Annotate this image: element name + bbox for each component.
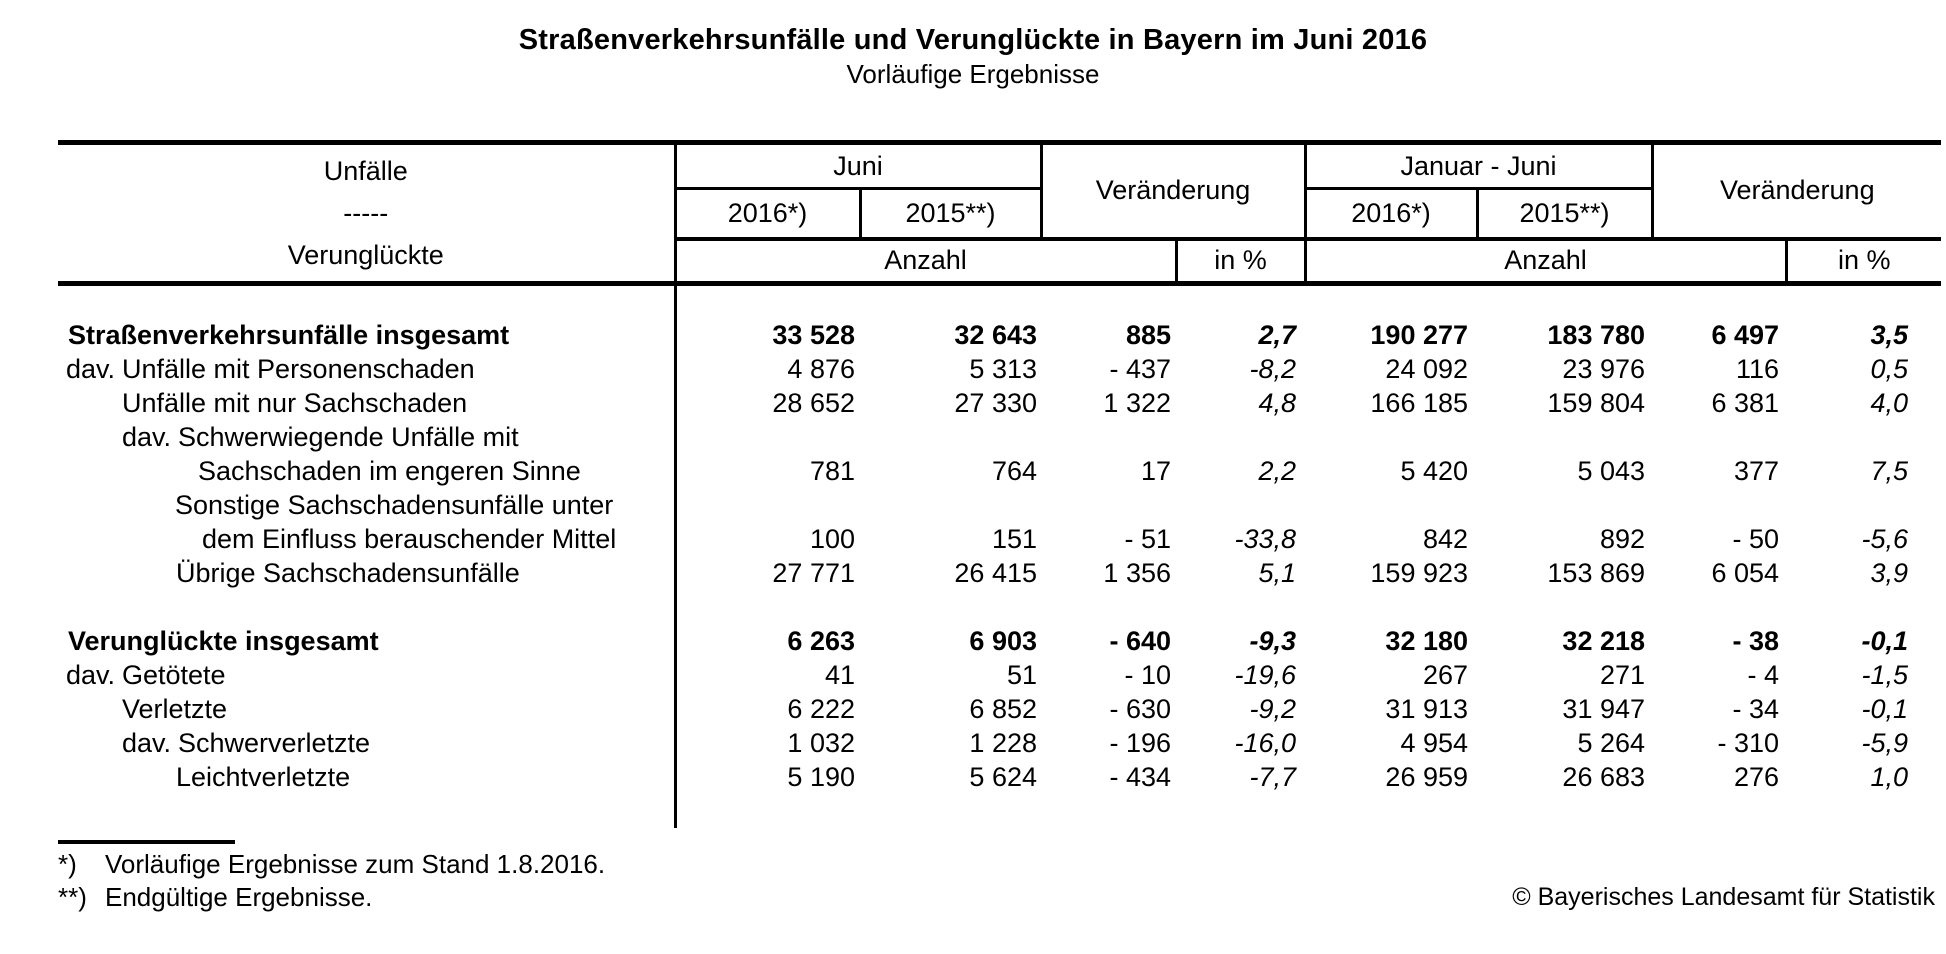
value-veraenderung-juni-prozent: -7,7 bbox=[1249, 761, 1297, 792]
value-juni-2016: 1 032 bbox=[787, 727, 855, 758]
value-januar-juni-2015: 183 780 bbox=[1547, 319, 1646, 350]
value-veraenderung-januar-juni-prozent: 3,9 bbox=[1870, 557, 1909, 588]
row-label-cell bbox=[58, 454, 675, 488]
value-veraenderung-januar-juni: 377 bbox=[1733, 455, 1780, 486]
value-veraenderung-januar-juni-prozent: -1,5 bbox=[1861, 659, 1909, 690]
spacer-cell bbox=[675, 794, 1941, 828]
value-veraenderung-januar-juni: - 50 bbox=[1732, 523, 1780, 554]
value-januar-juni-2015 bbox=[1477, 488, 1652, 522]
row-label: Schwerverletzte bbox=[178, 727, 371, 758]
value-veraenderung-januar-juni-prozent: -5,6 bbox=[1861, 523, 1909, 554]
table-row bbox=[58, 488, 1941, 522]
page-subtitle: Vorläufige Ergebnisse bbox=[846, 59, 1100, 89]
row-label-cell bbox=[58, 522, 675, 556]
value-juni-2016: 41 bbox=[824, 659, 855, 690]
row-label: Straßenverkehrsunfälle insgesamt bbox=[68, 319, 510, 350]
value-veraenderung-januar-juni: - 4 bbox=[1747, 659, 1780, 690]
value-januar-juni-2015 bbox=[1477, 420, 1652, 454]
value-juni-2015: 5 624 bbox=[969, 761, 1037, 792]
spacer-row bbox=[58, 590, 1941, 624]
spacer-label-cell bbox=[58, 794, 675, 828]
value-veraenderung-juni: - 196 bbox=[1109, 727, 1171, 758]
value-veraenderung-juni: 17 bbox=[1140, 455, 1171, 486]
value-juni-2015: 6 903 bbox=[969, 625, 1037, 656]
value-juni-2015: 27 330 bbox=[954, 387, 1037, 418]
table-row bbox=[58, 692, 1941, 726]
row-label-cell bbox=[58, 726, 675, 760]
footnote-1-text: Vorläufige Ergebnisse zum Stand 1.8.2016. bbox=[105, 849, 606, 879]
value-veraenderung-juni-prozent: 2,2 bbox=[1258, 455, 1297, 486]
value-veraenderung-januar-juni: 6 054 bbox=[1711, 557, 1780, 588]
value-januar-juni-2016: 4 954 bbox=[1400, 727, 1469, 758]
value-januar-juni-2016: 26 959 bbox=[1385, 761, 1469, 792]
value-veraenderung-januar-juni bbox=[1652, 488, 1786, 522]
footnote-rule bbox=[58, 840, 235, 844]
table-row bbox=[58, 318, 1941, 352]
table-row bbox=[58, 420, 1941, 454]
value-juni-2016 bbox=[675, 488, 860, 522]
row-label: Leichtverletzte bbox=[176, 761, 351, 792]
value-juni-2016 bbox=[675, 420, 860, 454]
footnote-2 bbox=[58, 882, 372, 913]
header-dashes: ----- bbox=[343, 198, 389, 228]
row-label-cell bbox=[58, 386, 675, 420]
value-juni-2015: 32 643 bbox=[954, 319, 1037, 350]
value-veraenderung-juni: - 51 bbox=[1124, 523, 1171, 554]
value-veraenderung-juni: 1 356 bbox=[1103, 557, 1171, 588]
spacer-cell bbox=[675, 590, 1941, 624]
value-veraenderung-juni-prozent: 5,1 bbox=[1258, 557, 1297, 588]
header-in-prozent-januar-juni: in % bbox=[1786, 239, 1941, 284]
value-januar-juni-2016: 842 bbox=[1422, 523, 1469, 554]
header-juni: Juni bbox=[675, 143, 1041, 189]
value-januar-juni-2016: 159 923 bbox=[1370, 557, 1469, 588]
spacer-row bbox=[58, 794, 1941, 828]
value-veraenderung-juni-prozent bbox=[1176, 420, 1305, 454]
table-row bbox=[58, 624, 1941, 658]
spacer-label-cell bbox=[58, 590, 675, 624]
value-januar-juni-2016: 190 277 bbox=[1370, 319, 1469, 350]
value-januar-juni-2016: 267 bbox=[1422, 659, 1469, 690]
row-label: Unfälle mit nur Sachschaden bbox=[122, 387, 468, 418]
value-veraenderung-januar-juni-prozent: 1,0 bbox=[1870, 761, 1909, 792]
value-januar-juni-2015: 32 218 bbox=[1562, 625, 1646, 656]
header-anzahl-januar-juni: Anzahl bbox=[1305, 239, 1786, 284]
value-veraenderung-juni bbox=[1041, 488, 1176, 522]
value-januar-juni-2016: 32 180 bbox=[1385, 625, 1469, 656]
value-veraenderung-januar-juni: 6 381 bbox=[1711, 387, 1780, 418]
value-veraenderung-januar-juni: 276 bbox=[1733, 761, 1780, 792]
value-januar-juni-2015: 159 804 bbox=[1547, 387, 1646, 418]
value-veraenderung-juni-prozent: 2,7 bbox=[1258, 319, 1297, 350]
row-label-cell bbox=[58, 352, 675, 386]
value-veraenderung-juni: - 434 bbox=[1109, 761, 1171, 792]
value-juni-2016: 28 652 bbox=[772, 387, 855, 418]
value-juni-2016: 33 528 bbox=[772, 319, 855, 350]
value-veraenderung-januar-juni: - 310 bbox=[1717, 727, 1780, 758]
table-row bbox=[58, 760, 1941, 794]
table-header bbox=[58, 143, 1941, 284]
value-juni-2016: 100 bbox=[809, 523, 855, 554]
value-veraenderung-januar-juni-prozent: -0,1 bbox=[1861, 693, 1909, 724]
value-veraenderung-januar-juni bbox=[1652, 420, 1786, 454]
row-label-cell bbox=[58, 624, 675, 658]
value-juni-2015: 764 bbox=[991, 455, 1037, 486]
value-januar-juni-2015: 153 869 bbox=[1547, 557, 1646, 588]
header-veraenderung-januar-juni: Veränderung bbox=[1652, 143, 1941, 239]
footnote-2-marker: **) bbox=[58, 882, 87, 912]
header-2016-januar-juni: 2016*) bbox=[1305, 189, 1477, 239]
row-label: Sonstige Sachschadensunfälle unter bbox=[175, 489, 614, 520]
row-label-prefix: dav. bbox=[122, 421, 172, 452]
footnote-1 bbox=[58, 849, 605, 880]
value-januar-juni-2016: 24 092 bbox=[1385, 353, 1469, 384]
header-group-row bbox=[58, 143, 1941, 189]
row-label: Getötete bbox=[122, 659, 226, 690]
row-label-cell bbox=[58, 760, 675, 794]
row-label-prefix: dav. bbox=[122, 727, 172, 758]
value-veraenderung-januar-juni-prozent: -5,9 bbox=[1861, 727, 1909, 758]
header-in-prozent-juni: in % bbox=[1176, 239, 1305, 284]
table-row bbox=[58, 556, 1941, 590]
value-juni-2015: 5 313 bbox=[969, 353, 1037, 384]
table-row bbox=[58, 522, 1941, 556]
row-label-prefix: dav. bbox=[66, 353, 116, 384]
value-veraenderung-juni-prozent: -9,3 bbox=[1249, 625, 1297, 656]
value-juni-2016: 5 190 bbox=[787, 761, 855, 792]
value-januar-juni-2016 bbox=[1305, 420, 1477, 454]
value-juni-2015: 6 852 bbox=[969, 693, 1037, 724]
value-veraenderung-juni: 885 bbox=[1125, 319, 1171, 350]
row-label: Unfälle mit Personenschaden bbox=[122, 353, 475, 384]
value-veraenderung-januar-juni-prozent: 0,5 bbox=[1870, 353, 1909, 384]
value-juni-2016: 781 bbox=[809, 455, 855, 486]
table-row bbox=[58, 658, 1941, 692]
value-januar-juni-2015: 5 043 bbox=[1577, 455, 1646, 486]
value-veraenderung-januar-juni-prozent: 7,5 bbox=[1870, 455, 1909, 486]
value-veraenderung-juni: 1 322 bbox=[1103, 387, 1171, 418]
spacer-label-cell bbox=[58, 284, 675, 318]
row-label: dem Einfluss berauschender Mittel bbox=[202, 523, 617, 554]
row-label-cell bbox=[58, 318, 675, 352]
value-juni-2015 bbox=[860, 420, 1041, 454]
spacer-cell bbox=[675, 284, 1941, 318]
value-veraenderung-juni bbox=[1041, 420, 1176, 454]
value-januar-juni-2015: 892 bbox=[1599, 523, 1646, 554]
value-veraenderung-januar-juni-prozent bbox=[1786, 420, 1941, 454]
value-veraenderung-juni: - 10 bbox=[1124, 659, 1171, 690]
footnote-1-marker: *) bbox=[58, 849, 77, 879]
row-label-cell bbox=[58, 692, 675, 726]
value-januar-juni-2015: 5 264 bbox=[1577, 727, 1646, 758]
header-veraenderung-juni: Veränderung bbox=[1041, 143, 1305, 239]
value-veraenderung-januar-juni: - 34 bbox=[1732, 693, 1780, 724]
row-label-prefix: dav. bbox=[66, 659, 116, 690]
value-januar-juni-2015: 23 976 bbox=[1562, 353, 1646, 384]
value-veraenderung-januar-juni-prozent: 3,5 bbox=[1870, 319, 1909, 350]
value-juni-2016: 6 263 bbox=[787, 625, 855, 656]
table-body bbox=[58, 284, 1941, 828]
header-row-label-cell bbox=[58, 143, 675, 284]
value-veraenderung-januar-juni: 6 497 bbox=[1711, 319, 1780, 350]
row-label: Verunglückte insgesamt bbox=[68, 625, 379, 656]
value-januar-juni-2016 bbox=[1305, 488, 1477, 522]
value-juni-2015 bbox=[860, 488, 1041, 522]
value-januar-juni-2016: 5 420 bbox=[1400, 455, 1469, 486]
table-row bbox=[58, 352, 1941, 386]
table-row bbox=[58, 454, 1941, 488]
value-veraenderung-januar-juni: - 38 bbox=[1732, 625, 1780, 656]
value-veraenderung-juni: - 437 bbox=[1109, 353, 1171, 384]
spacer-row bbox=[58, 284, 1941, 318]
value-juni-2015: 151 bbox=[991, 523, 1037, 554]
value-veraenderung-juni: - 640 bbox=[1109, 625, 1171, 656]
copyright-notice: © Bayerisches Landesamt für Statistik bbox=[1512, 883, 1935, 911]
value-januar-juni-2016: 166 185 bbox=[1370, 387, 1469, 418]
row-label: Sachschaden im engeren Sinne bbox=[198, 455, 581, 486]
page-title: Straßenverkehrsunfälle und Verunglückte in Bayern im Juni 2016 bbox=[518, 24, 1428, 56]
value-juni-2016: 6 222 bbox=[787, 693, 855, 724]
value-veraenderung-juni-prozent bbox=[1176, 488, 1305, 522]
value-veraenderung-januar-juni-prozent: 4,0 bbox=[1870, 387, 1909, 418]
value-veraenderung-januar-juni: 116 bbox=[1735, 353, 1780, 384]
value-juni-2015: 26 415 bbox=[954, 557, 1037, 588]
header-2015-januar-juni: 2015**) bbox=[1477, 189, 1652, 239]
footnote-2-text: Endgültige Ergebnisse. bbox=[105, 882, 373, 912]
value-veraenderung-juni: - 630 bbox=[1109, 693, 1171, 724]
row-label: Schwerwiegende Unfälle mit bbox=[178, 421, 519, 452]
value-veraenderung-juni-prozent: -33,8 bbox=[1234, 523, 1297, 554]
header-unfaelle: Unfälle bbox=[323, 156, 408, 186]
value-januar-juni-2015: 26 683 bbox=[1562, 761, 1646, 792]
row-label: Übrige Sachschadensunfälle bbox=[176, 557, 520, 588]
value-januar-juni-2015: 31 947 bbox=[1562, 693, 1646, 724]
value-veraenderung-juni-prozent: -19,6 bbox=[1234, 659, 1297, 690]
table-row bbox=[58, 386, 1941, 420]
header-2016-juni: 2016*) bbox=[675, 189, 860, 239]
value-veraenderung-juni-prozent: 4,8 bbox=[1258, 387, 1297, 418]
value-veraenderung-juni-prozent: -8,2 bbox=[1249, 353, 1297, 384]
value-januar-juni-2016: 31 913 bbox=[1385, 693, 1469, 724]
value-veraenderung-juni-prozent: -9,2 bbox=[1249, 693, 1297, 724]
header-verunglueckte: Verunglückte bbox=[287, 240, 444, 270]
value-juni-2016: 27 771 bbox=[772, 557, 855, 588]
header-2015-juni: 2015**) bbox=[860, 189, 1041, 239]
statistics-table bbox=[58, 140, 1941, 828]
value-veraenderung-juni-prozent: -16,0 bbox=[1234, 727, 1297, 758]
value-juni-2016: 4 876 bbox=[787, 353, 855, 384]
table-row bbox=[58, 726, 1941, 760]
row-label-cell bbox=[58, 658, 675, 692]
row-label: Verletzte bbox=[122, 693, 228, 724]
header-januar-juni: Januar - Juni bbox=[1305, 143, 1652, 189]
value-veraenderung-januar-juni-prozent bbox=[1786, 488, 1941, 522]
row-label-cell bbox=[58, 556, 675, 590]
row-label-cell bbox=[58, 488, 675, 522]
value-januar-juni-2015: 271 bbox=[1599, 659, 1646, 690]
value-juni-2015: 51 bbox=[1006, 659, 1037, 690]
value-veraenderung-januar-juni-prozent: -0,1 bbox=[1861, 625, 1909, 656]
header-anzahl-juni: Anzahl bbox=[675, 239, 1176, 284]
value-juni-2015: 1 228 bbox=[969, 727, 1037, 758]
row-label-cell bbox=[58, 420, 675, 454]
